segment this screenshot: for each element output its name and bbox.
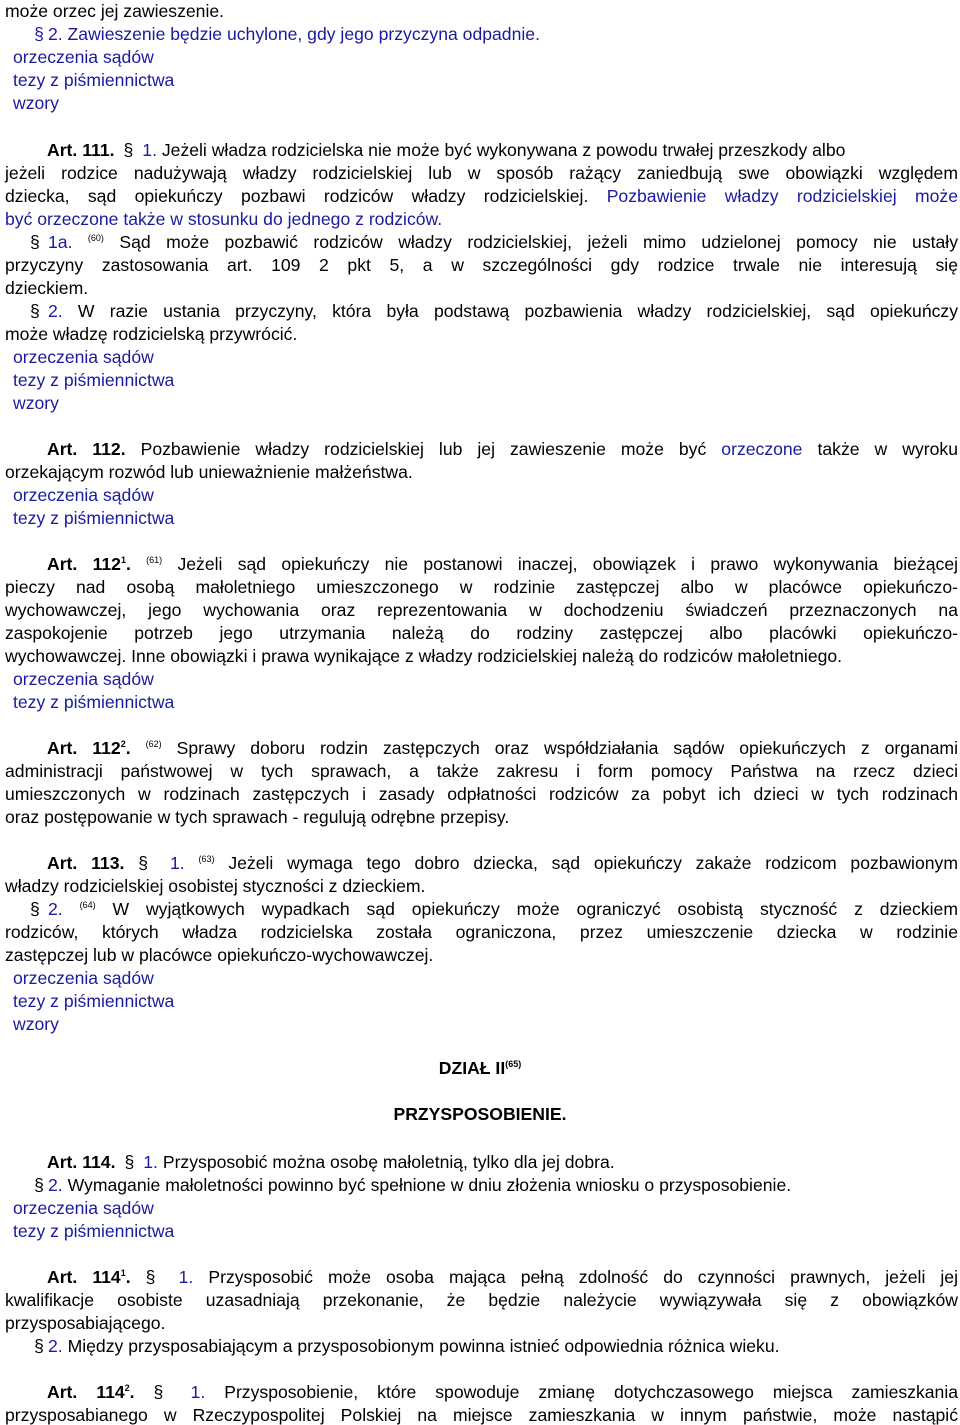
text-span: Między przysposabiającym a przysposobionym powinna istnieć odpowiednia różnica wieku. bbox=[67, 1336, 780, 1356]
paragraph-1a bbox=[30, 231, 958, 254]
text-span: także w wyroku bbox=[817, 439, 959, 459]
text-span: Przysposobienie, które spowoduje zmianę dotychczasowego miejsca zamieszkania bbox=[224, 1382, 959, 1402]
link-forms[interactable]: wzory bbox=[13, 1014, 59, 1034]
section-sign-icon: § bbox=[34, 24, 44, 44]
article-label: Art. 114 bbox=[47, 1382, 125, 1402]
footnote-ref[interactable]: (64) bbox=[79, 900, 96, 910]
text-line: rodziców, których władza rodzicielska została ograniczona, przez umieszczenie dziecka w rodzinie bbox=[5, 922, 958, 942]
paragraph-number: 1. bbox=[178, 1267, 194, 1287]
article-number: Art. $112^1$. bbox=[47, 554, 131, 574]
footnote-ref[interactable]: (65) bbox=[505, 1059, 522, 1069]
text-line: wychowawczej. Inne obowiązki i prawa wynikające z władzy rodzicielskiej należą do rodziców małoletniego. bbox=[5, 646, 843, 666]
text-line bbox=[5, 208, 442, 231]
paragraph-number: 1. bbox=[143, 1152, 158, 1172]
text-span: Jeżeli wymaga tego dobro dziecka, sąd opiekuńczy zakaże rodzicom pozbawionym bbox=[228, 853, 958, 873]
text-line: pieczy nad osobą małoletniego umieszczonego w rodzinie zastępczej albo w placówce opiekuńczo- bbox=[5, 577, 958, 597]
section-sign-icon: § bbox=[30, 232, 40, 252]
art-111-line-1 bbox=[47, 139, 845, 162]
section-title bbox=[0, 1057, 960, 1080]
art-112-line-1 bbox=[47, 438, 958, 461]
paragraph-2 bbox=[30, 23, 540, 46]
text-line: zaspokojenie potrzeb jego utrzymania należą do rodziny zastępczej albo placówki opiekuńczo- bbox=[5, 623, 958, 643]
paragraph-2 bbox=[30, 1174, 791, 1197]
section-title-text: DZIAŁ II bbox=[438, 1058, 506, 1078]
art-113-line-1 bbox=[47, 852, 958, 875]
article-superscript: 2 bbox=[120, 739, 126, 749]
text-span: być orzeczone także w stosunku do jednego z rodziców. bbox=[5, 209, 443, 229]
paragraph-text: W razie ustania przyczyny, która była podstawą pozbawienia władzy rodzicielskiej, sąd opiekuńczy bbox=[77, 301, 958, 321]
link-rulings[interactable]: orzeczenia sądów bbox=[13, 47, 154, 67]
section-sign-icon: § bbox=[145, 1267, 156, 1287]
text-span: Jeżeli sąd opiekuńczy nie postanowi inaczej, obowiązek i prawo wykonywania bieżącej bbox=[177, 554, 959, 574]
text-line: przysposabianego w Rzeczypospolitej Polskiej na miejsce zamieszkania w innym państwie, może nastąpić bbox=[5, 1405, 958, 1425]
footnote-ref[interactable]: (63) bbox=[198, 854, 215, 864]
link-theses[interactable]: tezy z piśmiennictwa bbox=[13, 1221, 175, 1241]
link-theses[interactable]: tezy z piśmiennictwa bbox=[13, 692, 175, 712]
text-span: Przysposobić można osobę małoletnią, tylko dla jej dobra. bbox=[162, 1152, 615, 1172]
text-line: wychowawczej, jego wychowania oraz reprezentowania w dochodzeniu świadczeń przeznaczonych na bbox=[5, 600, 958, 620]
paragraph-number: 2. bbox=[48, 1175, 63, 1195]
text-span: Sprawy doboru rodzin zastępczych oraz współdziałania sądów opiekuńczych z organami bbox=[176, 738, 958, 758]
link-forms[interactable]: wzory bbox=[13, 393, 59, 413]
text-span: Przysposobić może osoba mająca pełną zdolność do czynności prawnych, jeżeli jej bbox=[208, 1267, 958, 1287]
paragraph-text: Jeżeli władza rodzicielska nie może być wykonywana z powodu trwałej przeszkody albo bbox=[161, 140, 846, 160]
article-number: Art. 112. bbox=[47, 439, 126, 459]
article-number: Art. 111. bbox=[47, 140, 115, 160]
section-sign-icon: § bbox=[30, 301, 40, 321]
text-line: przysposabiającego. bbox=[5, 1313, 166, 1333]
section-sign-icon: § bbox=[138, 853, 148, 873]
paragraph-2 bbox=[30, 1335, 780, 1358]
link-rulings[interactable]: orzeczenia sądów bbox=[13, 669, 154, 689]
text-span: W wyjątkowych wypadkach sąd opiekuńczy może ograniczyć osobistą styczność z dzieckiem bbox=[112, 899, 959, 919]
section-sign-icon: § bbox=[34, 1175, 44, 1195]
text-line: może orzec jej zawieszenie. bbox=[5, 1, 225, 21]
paragraph-number: 1a. bbox=[48, 232, 73, 252]
paragraph-number: 2. bbox=[48, 1336, 63, 1356]
art-112-2-line-1 bbox=[47, 737, 958, 760]
paragraph-number: 2. bbox=[48, 301, 63, 321]
section-sign-icon: § bbox=[30, 899, 40, 919]
art-114-1-line-1 bbox=[47, 1266, 958, 1289]
paragraph-text: Sąd może pozbawić rodziców władzy rodzicielskiej, jeżeli mimo udzielonej pomocy nie ustały bbox=[119, 232, 958, 252]
paragraph-text: 2. Zawieszenie będzie uchylone, gdy jego przyczyna odpadnie. bbox=[48, 24, 540, 44]
text-line: orzekającym rozwód lub unieważnienie małżeństwa. bbox=[5, 462, 413, 482]
article-superscript: 1 bbox=[120, 555, 126, 565]
footnote-ref[interactable]: (62) bbox=[145, 739, 162, 749]
text-line: może władzę rodzicielską przywrócić. bbox=[5, 324, 298, 344]
article-number: Art. $112^2$. bbox=[47, 738, 131, 758]
link-rulings[interactable]: orzeczenia sądów bbox=[13, 968, 154, 988]
text-line: jeżeli rodzice nadużywają władzy rodzicielskiej lub w sposób rażący zaniedbują swe obowiązki względem bbox=[5, 163, 958, 183]
link-forms[interactable]: wzory bbox=[13, 93, 59, 113]
text-line: umieszczonych w rodzinach zastępczych i zasady odpłatności rodziców za pobyt ich dzieci w tych rodzinach bbox=[5, 784, 958, 804]
text-line: przyczyny zastosowania art. 109 2 pkt 5, a w szczególności gdy rodzice trwale nie interesują się bbox=[5, 255, 958, 275]
link-theses[interactable]: tezy z piśmiennictwa bbox=[13, 508, 175, 528]
article-superscript: 1 bbox=[120, 1268, 126, 1278]
art-114-2-line-1 bbox=[47, 1381, 958, 1404]
art-112-1-line-1 bbox=[47, 553, 958, 576]
text-span: orzeczone bbox=[721, 439, 803, 459]
text-line: władzy rodzicielskiej osobistej styczności z dzieckiem. bbox=[5, 876, 426, 896]
section-sign-icon: § bbox=[123, 140, 134, 160]
paragraph-number: 2. bbox=[48, 899, 63, 919]
paragraph-number: 1. bbox=[170, 853, 185, 873]
section-sign-icon: § bbox=[124, 1152, 135, 1172]
text-span: dziecka, sąd opiekuńczy pozbawi rodziców władzy rodzicielskiej. bbox=[5, 186, 589, 206]
text-line: dzieckiem. bbox=[5, 278, 89, 298]
article-number: Art. 114. bbox=[47, 1152, 116, 1172]
link-rulings[interactable]: orzeczenia sądów bbox=[13, 485, 154, 505]
section-sign-icon: § bbox=[153, 1382, 164, 1402]
article-number: Art. 113. bbox=[47, 853, 125, 873]
link-theses[interactable]: tezy z piśmiennictwa bbox=[13, 370, 175, 390]
text-line: administracji państwowej w tych sprawach, a także zakresu i form pomocy Państwa na rzecz dzieci bbox=[5, 761, 958, 781]
article-label: Art. 112 bbox=[47, 738, 121, 758]
article-superscript: 2 bbox=[124, 1383, 130, 1393]
footnote-ref[interactable]: (61) bbox=[146, 555, 163, 565]
text-span: Wymaganie małoletności powinno być spełnione w dniu złożenia wniosku o przysposobienie. bbox=[67, 1175, 792, 1195]
section-subtitle: PRZYSPOSOBIENIE. bbox=[393, 1104, 567, 1124]
article-number: Art. $114^2$. bbox=[47, 1382, 135, 1402]
link-rulings[interactable]: orzeczenia sądów bbox=[13, 1198, 154, 1218]
paragraph-number: 1. bbox=[190, 1382, 206, 1402]
section-sign-icon: § bbox=[34, 1336, 44, 1356]
text-line: oraz postępowanie w tych sprawach - regulują odrębne przepisy. bbox=[5, 807, 510, 827]
link-theses[interactable]: tezy z piśmiennictwa bbox=[13, 991, 175, 1011]
art-114-line-1 bbox=[47, 1151, 615, 1174]
text-line bbox=[5, 185, 958, 208]
paragraph-2 bbox=[30, 300, 958, 323]
text-span: Pozbawienie władzy rodzicielskiej lub jej zawieszenie może być bbox=[140, 439, 707, 459]
article-number: Art. $114^1$. bbox=[47, 1267, 131, 1287]
text-line: zastępczej lub w placówce opiekuńczo-wychowawczej. bbox=[5, 945, 434, 965]
footnote-ref[interactable]: (60) bbox=[87, 233, 104, 243]
link-theses[interactable]: tezy z piśmiennictwa bbox=[13, 70, 175, 90]
text-line: kwalifikacje osobiste uzasadniają przekonanie, że będzie należycie wywiązywała się z obowiązków bbox=[5, 1290, 958, 1310]
paragraph-2 bbox=[30, 898, 958, 921]
link-rulings[interactable]: orzeczenia sądów bbox=[13, 347, 154, 367]
article-label: Art. 112 bbox=[47, 554, 121, 574]
article-label: Art. 114 bbox=[47, 1267, 121, 1287]
text-span: Pozbawienie władzy rodzicielskiej może bbox=[606, 186, 958, 206]
paragraph-number: 1. bbox=[142, 140, 157, 160]
